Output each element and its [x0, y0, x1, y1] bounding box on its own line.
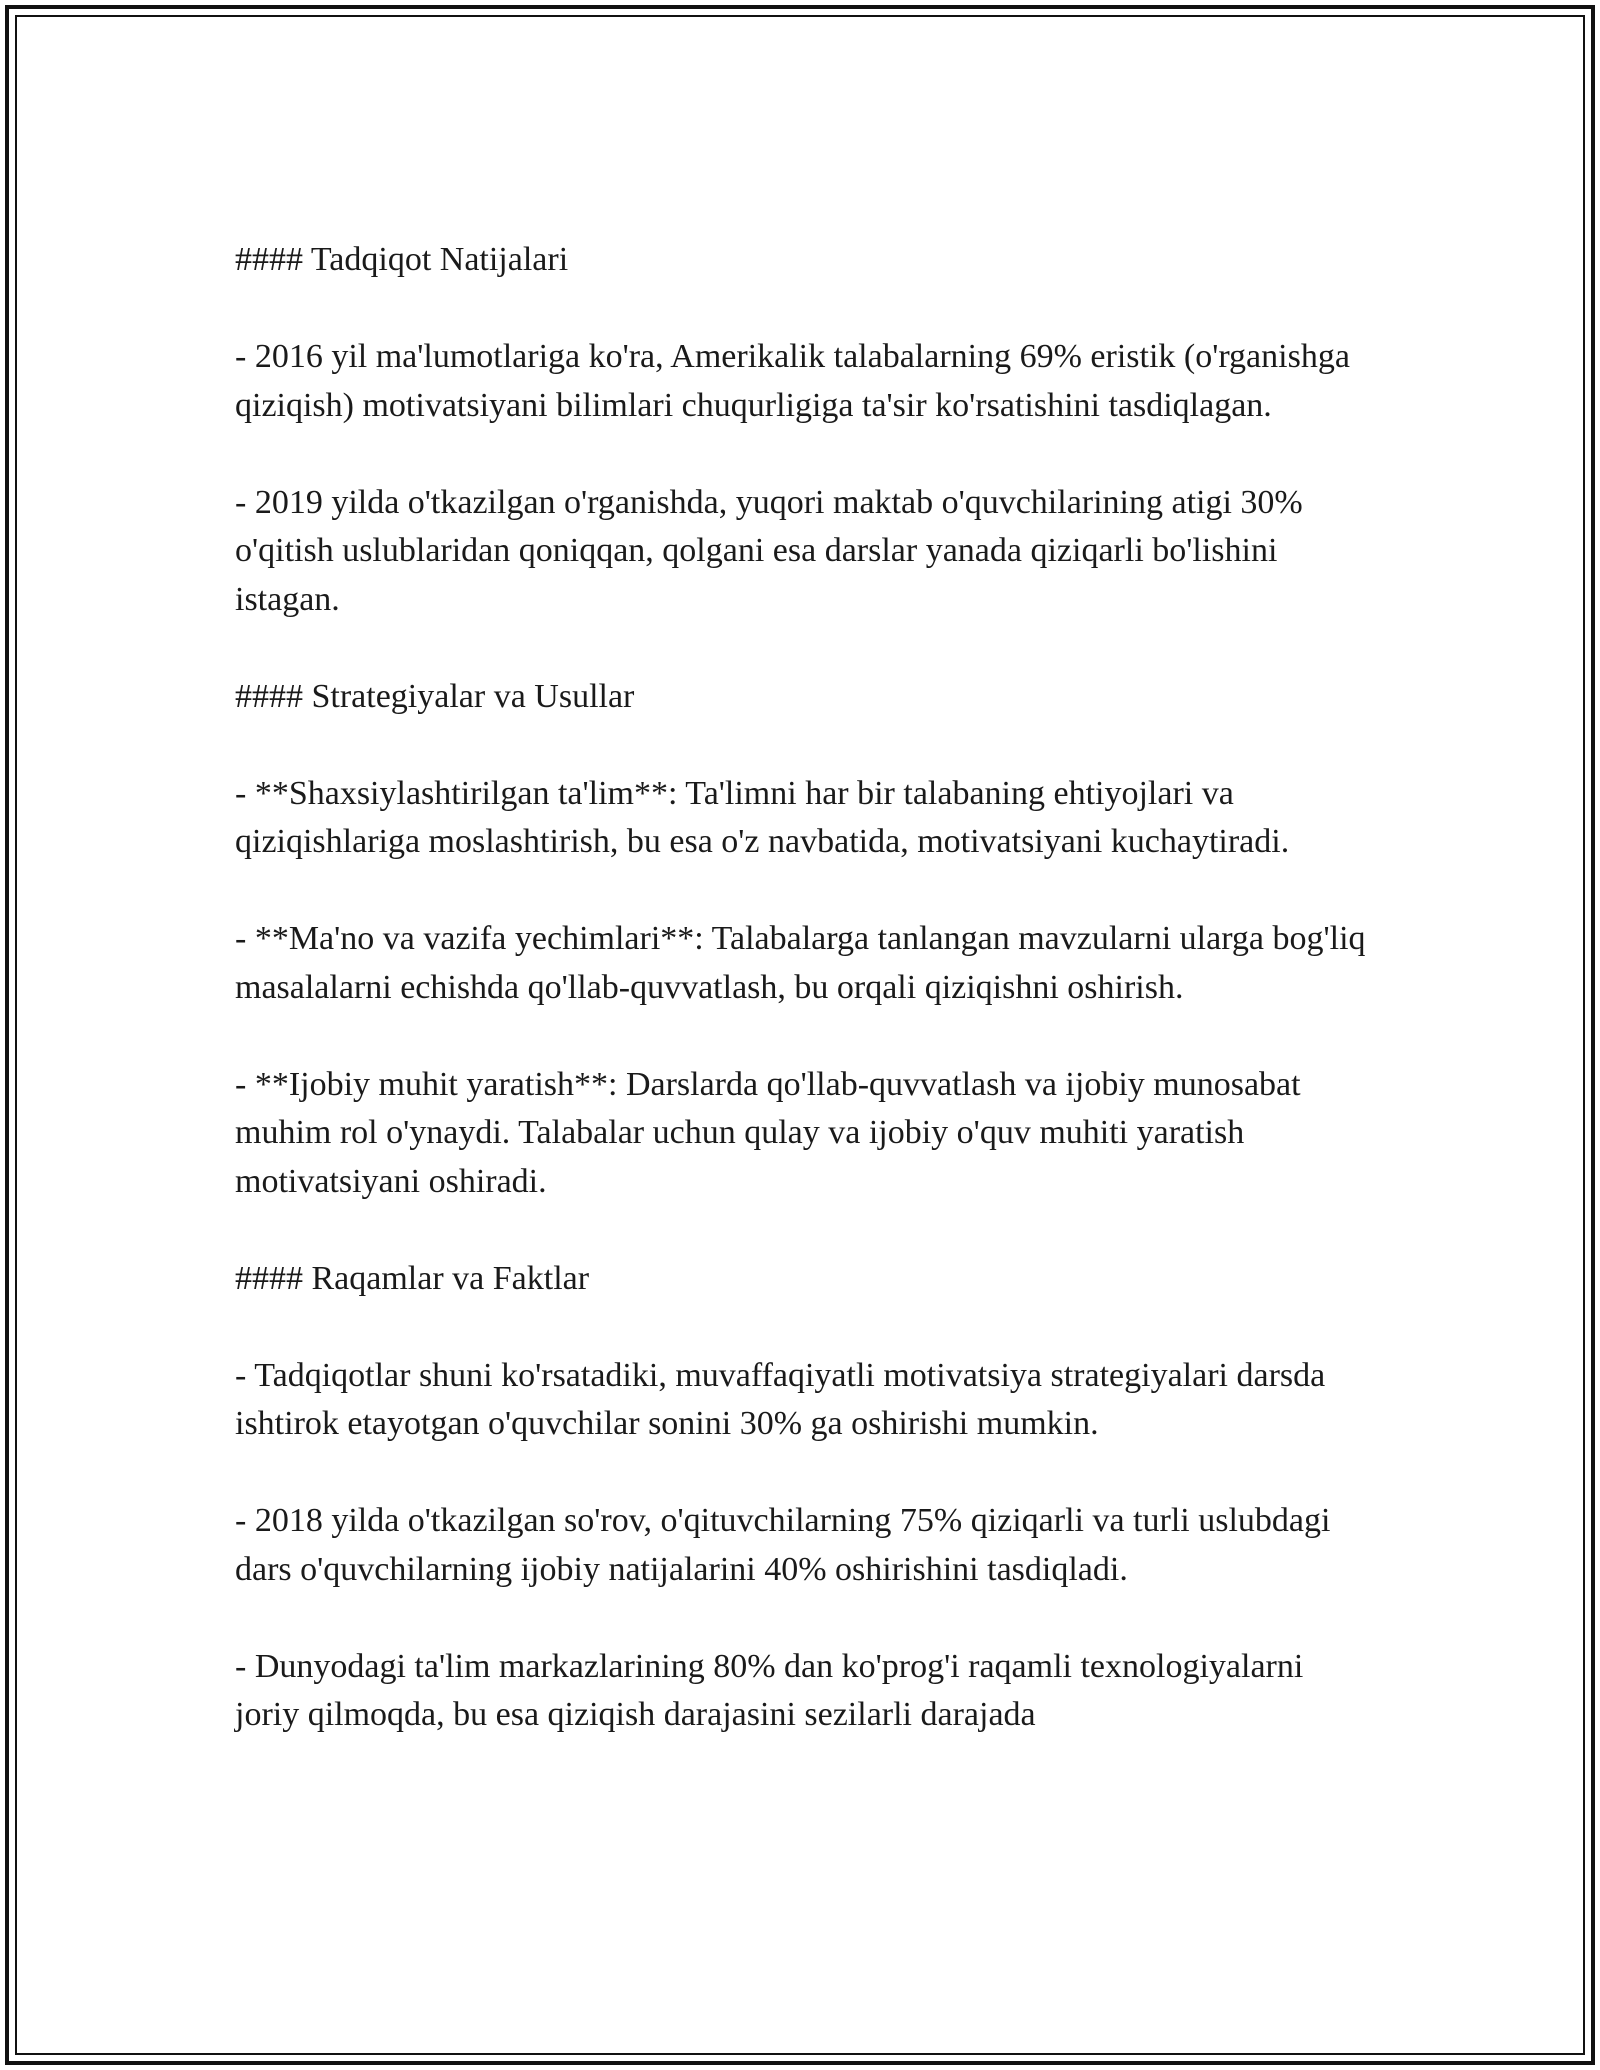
heading-strategies: #### Strategiyalar va Usullar — [235, 677, 635, 715]
paragraph-positive-environment: - **Ijobiy muhit yaratish**: Darslarda qo'llab-quvvatlash va ijobiy munosabat muhim rol o'ynaydi. Talabalar uchun qulay va ijobiy o'quv muhiti yaratish motivatsiyani oshiradi. — [235, 1065, 1301, 1200]
paragraph-2018-survey: - 2018 yilda o'tkazilgan so'rov, o'qituvchilarning 75% qiziqarli va turli uslubdagi dars o'quvchilarning ijobiy natijalarini 40% oshirishini tasdiqladi. — [235, 1502, 1331, 1588]
heading-numbers-facts: #### Raqamlar va Faktlar — [235, 1259, 590, 1297]
paragraph-research-shows: - Tadqiqotlar shuni ko'rsatadiki, muvaffaqiyatli motivatsiya strategiyalari darsda ishtirok etayotgan o'quvchilar sonini 30% ga oshirishi mumkin. — [235, 1356, 1326, 1442]
heading-research-results: #### Tadqiqot Natijalari — [235, 241, 569, 278]
paragraph-2019-study: - 2019 yilda o'tkazilgan o'rganishda, yuqori maktab o'quvchilarining atigi 30% o'qitish uslublaridan qoniqqan, qolgani esa darslar yanada qiziqarli bo'lishini istagan. — [235, 483, 1303, 618]
paragraph-personalized-learning: - **Shaxsiylashtirilgan ta'lim**: Ta'limni har bir talabaning ehtiyojlari va qiziqishlariga moslashtirish, bu esa o'z navbatida, motivatsiyani kuchaytiradi. — [235, 774, 1290, 860]
paragraph-meaning-tasks: - **Ma'no va vazifa yechimlari**: Talabalarga tanlangan mavzularni ularga bog'liq masalalarni echishda qo'llab-quvvatlash, bu orqali qiziqishni oshirish. — [235, 920, 1366, 1006]
paragraph-2016-data: - 2016 yil ma'lumotlariga ko'ra, Amerikalik talabalarning 69% eristik (o'rganishga qiziqish) motivatsiyani bilimlari chuqurligiga ta'sir ko'rsatishini tasdiqlagan. — [235, 338, 1350, 424]
paragraph-world-centers: - Dunyodagi ta'lim markazlarining 80% dan ko'prog'i raqamli texnologiyalarni joriy qilmoqda, bu esa qiziqish darajasini sezilarli darajada — [235, 1647, 1304, 1733]
document-body — [235, 236, 1375, 1788]
